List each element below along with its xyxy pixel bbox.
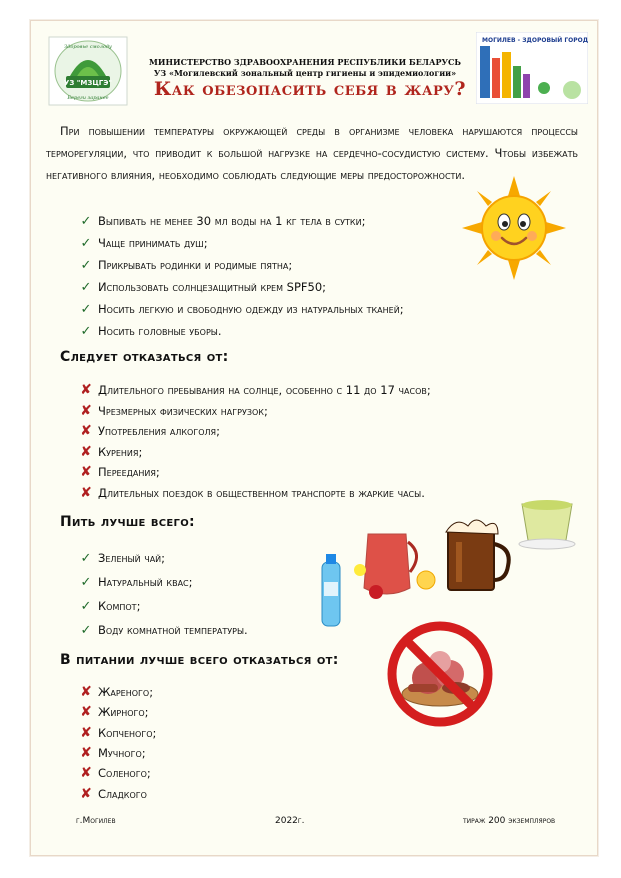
check-icon: ✓: [80, 235, 92, 251]
sun-illustration: [462, 176, 566, 280]
logo-left-arc-bottom: Береги заранее: [67, 95, 109, 101]
avoid-list: [78, 380, 431, 503]
list-item: ✓ Зеленый чай;: [78, 546, 248, 570]
cross-icon: ✘: [80, 464, 92, 481]
check-icon: ✓: [80, 622, 92, 638]
check-icon: ✓: [80, 598, 92, 614]
ministry-header: [140, 57, 470, 79]
mogilev-healthy-city-logo: [476, 32, 588, 104]
list-item: ✓ Прикрывать родинки и родимые пятна;: [78, 254, 404, 276]
cross-icon: ✘: [80, 765, 92, 782]
footer-print-run: тираж 200 экземпляров: [463, 816, 556, 826]
list-item: ✘ Переедания;: [78, 462, 431, 483]
logo-left-arc-top: Здоровье смолоду: [64, 44, 112, 50]
list-item: ✘ Копченого;: [78, 723, 156, 743]
list-item: ✓ Носить легкую и свободную одежду из натуральных тканей;: [78, 298, 404, 320]
list-item: ✘ Соленого;: [78, 763, 156, 783]
check-icon: ✓: [80, 574, 92, 590]
cross-icon: ✘: [80, 724, 92, 741]
check-icon: ✓: [80, 213, 92, 229]
cross-icon: ✘: [80, 704, 92, 721]
list-item: ✓ Компот;: [78, 594, 248, 618]
check-icon: ✓: [80, 550, 92, 566]
recommendations-list: [78, 210, 404, 342]
page-title: Как обезопасить себя в жару?: [153, 78, 466, 100]
cross-icon: ✘: [80, 484, 92, 501]
list-item: ✘ Сладкого: [78, 783, 156, 803]
intro-paragraph: При повышении температуры окружающей среды в организме человека нарушаются процессы терморегуляции, что приводит к большой нагрузке на сердечно-сосудистую систему. Чтобы избежать негативного влияния, необходимо соблюдать следующие меры предосторожности.: [46, 124, 578, 182]
list-item: ✘ Курения;: [78, 442, 431, 463]
list-item: ✓ Использовать солнцезащитный крем SPF50;: [78, 276, 404, 298]
drinks-list: [78, 546, 248, 642]
food-heading: В питании лучше всего отказаться от:: [60, 652, 339, 668]
logo-right-text: МОГИЛЕВ - ЗДОРОВЫЙ ГОРОД: [482, 37, 588, 44]
list-item: ✘ Чрезмерных физических нагрузок;: [78, 401, 431, 422]
list-item: ✓ Воду комнатной температуры.: [78, 618, 248, 642]
logo-left-text: УЗ "МЗЦГЭ": [63, 79, 113, 87]
kvass-mug-icon: [446, 520, 509, 590]
cross-icon: ✘: [80, 382, 92, 399]
green-tea-icon: [519, 500, 575, 549]
check-icon: ✓: [80, 279, 92, 295]
cross-icon: ✘: [80, 684, 92, 701]
drinks-illustration: [316, 496, 578, 632]
list-item: ✘ Жареного;: [78, 682, 156, 702]
cross-icon: ✘: [80, 443, 92, 460]
check-icon: ✓: [80, 301, 92, 317]
cross-icon: ✘: [80, 745, 92, 762]
mzcge-logo: [48, 36, 128, 106]
water-bottle-icon: [322, 554, 340, 626]
list-item: ✘ Длительного пребывания на солнце, особенно с 11 до 17 часов;: [78, 380, 431, 401]
cross-icon: ✘: [80, 423, 92, 440]
compote-jug-icon: [354, 534, 435, 599]
ministry-line-2: УЗ «Могилевский зональный центр гигиены и эпидемиологии»: [153, 68, 457, 78]
list-item: ✘ Жирного;: [78, 702, 156, 722]
list-item: ✓ Чаще принимать душ;: [78, 232, 404, 254]
avoid-heading: Следует отказаться от:: [60, 349, 229, 365]
cross-icon: ✘: [80, 402, 92, 419]
list-item: ✘ Длительных поездок в общественном транспорте в жаркие часы.: [78, 483, 431, 504]
list-item: ✘ Мучного;: [78, 743, 156, 763]
cross-icon: ✘: [80, 785, 92, 802]
footer-city: г.Могилев: [76, 816, 116, 826]
footer-year: 2022г.: [275, 816, 305, 826]
check-icon: ✓: [80, 257, 92, 273]
drinks-heading: Пить лучше всего:: [60, 514, 195, 530]
food-list: [78, 682, 156, 804]
list-item: ✓ Носить головные уборы.: [78, 320, 404, 342]
list-item: ✘ Употребления алкоголя;: [78, 421, 431, 442]
ministry-line-1: МИНИСТЕРСТВО ЗДРАВООХРАНЕНИЯ РЕСПУБЛИКИ БЕЛАРУСЬ: [149, 57, 461, 67]
no-junk-food-sign: [384, 618, 496, 730]
list-item: ✓ Натуральный квас;: [78, 570, 248, 594]
list-item: ✓ Выпивать не менее 30 мл воды на 1 кг тела в сутки;: [78, 210, 404, 232]
check-icon: ✓: [80, 323, 92, 339]
